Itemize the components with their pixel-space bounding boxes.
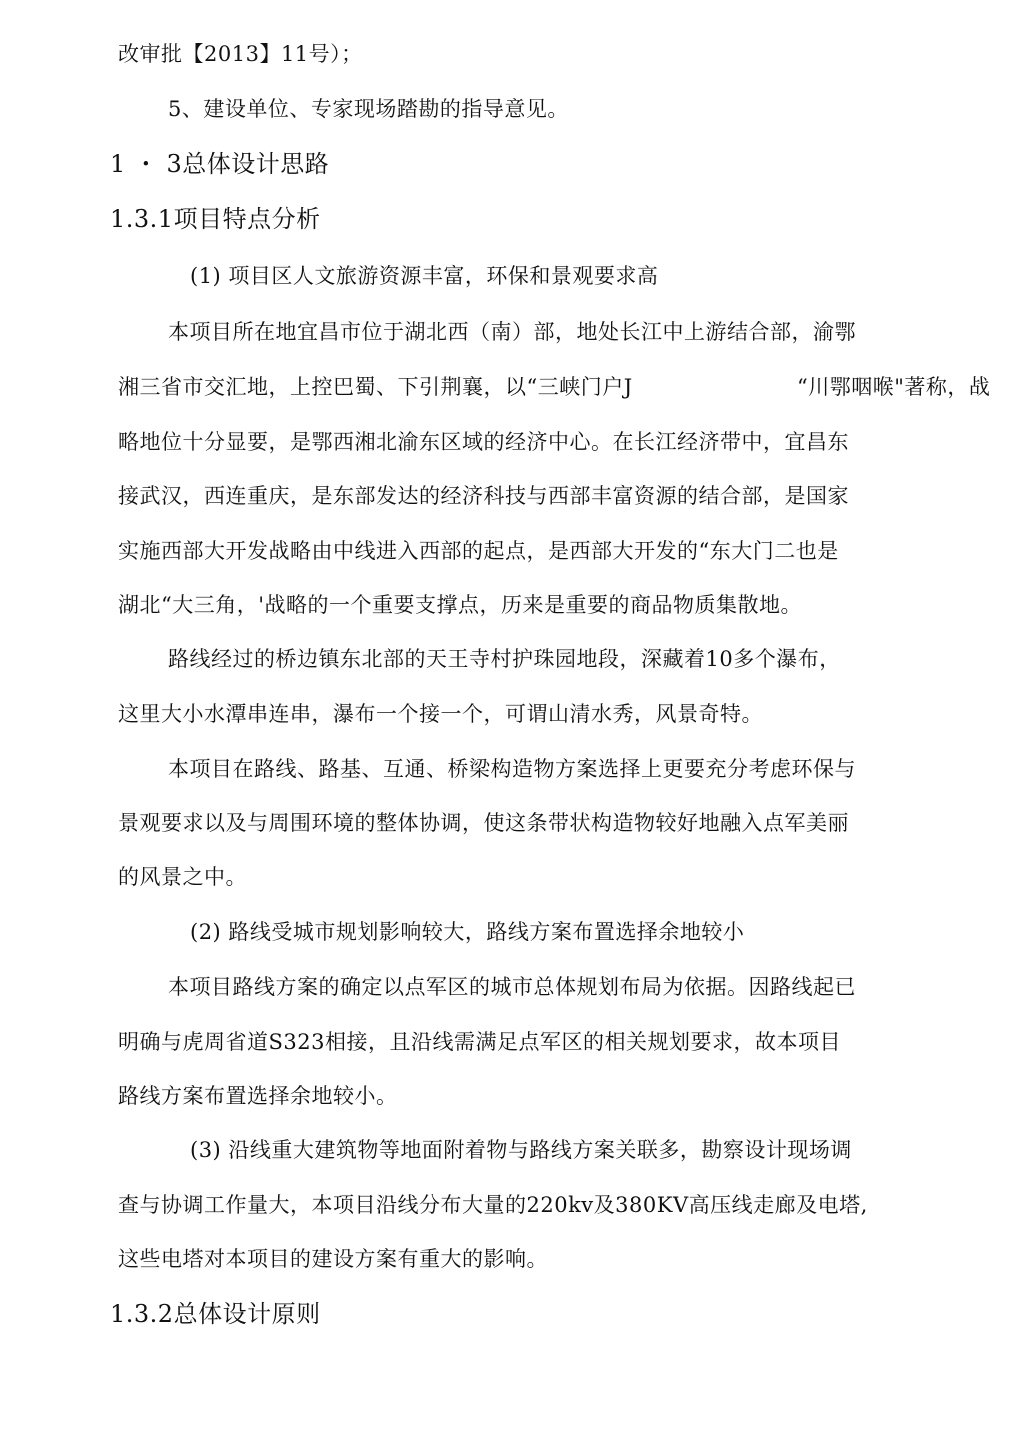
paragraph-line: 这里大小水潭串连串，瀑布一个接一个，可谓山清水秀，风景奇特。: [118, 702, 763, 726]
paragraph-line: 湖北“大三角，'战略的一个重要支撑点，历来是重要的商品物质集散地。: [118, 593, 803, 617]
paragraph-line: 本项目路线方案的确定以点军区的城市总体规划布局为依据。因路线起已: [168, 975, 856, 999]
paragraph-line: 查与协调工作量大，本项目沿线分布大量的220kv及380KV高压线走廊及电塔,: [118, 1193, 868, 1217]
section-heading-1-3-2: 1.3.2总体设计原则: [110, 1300, 321, 1328]
paragraph-line: 景观要求以及与周围环境的整体协调，使这条带状构造物较好地融入点军美丽: [118, 811, 849, 835]
subheading-point-2: (2) 路线受城市规划影响较大，路线方案布置选择余地较小: [190, 920, 745, 944]
section-heading-1-3: 1 ・ 3总体设计思路: [110, 150, 330, 178]
paragraph-line: 接武汉，西连重庆，是东部发达的经济科技与西部丰富资源的结合部，是国家: [118, 484, 849, 508]
paragraph-line: 本项目所在地宜昌市位于湖北西（南）部，地处长江中上游结合部，渝鄂: [168, 320, 856, 344]
paragraph-line: 湘三省市交汇地，上控巴蜀、下引荆襄，以“三峡门户J: [118, 375, 633, 399]
paragraph-line: 本项目在路线、路基、互通、桥梁构造物方案选择上更要充分考虑环保与: [168, 757, 856, 781]
paragraph-line: 路线方案布置选择余地较小。: [118, 1084, 398, 1108]
paragraph-line: 实施西部大开发战略由中线进入西部的起点，是西部大开发的“东大门二也是: [118, 539, 839, 563]
subheading-point-1: (1) 项目区人文旅游资源丰富，环保和景观要求高: [190, 264, 659, 288]
paragraph-line: 明确与虎周省道S323相接，且沿线需满足点军区的相关规划要求，故本项目: [118, 1030, 841, 1054]
paragraph-line: 略地位十分显要，是鄂西湘北渝东区域的经济中心。在长江经济带中，宜昌东: [118, 430, 849, 454]
paragraph-line: “川鄂咽喉"著称，战: [797, 375, 991, 399]
paragraph-line: 路线经过的桥边镇东北部的天王寺村护珠园地段，深藏着10多个瀑布，: [168, 647, 841, 671]
section-heading-1-3-1: 1.3.1项目特点分析: [110, 205, 321, 233]
paragraph-line: 的风景之中。: [118, 865, 247, 889]
paragraph-line: 这些电塔对本项目的建设方案有重大的影响。: [118, 1247, 548, 1271]
text-line-approval-ref: 改审批【2013】11号）；: [118, 42, 363, 66]
subheading-point-3: (3) 沿线重大建筑物等地面附着物与路线方案关联多，勘察设计现场调: [190, 1138, 852, 1162]
text-line-item-5: 5、建设单位、专家现场踏勘的指导意见。: [168, 97, 569, 121]
